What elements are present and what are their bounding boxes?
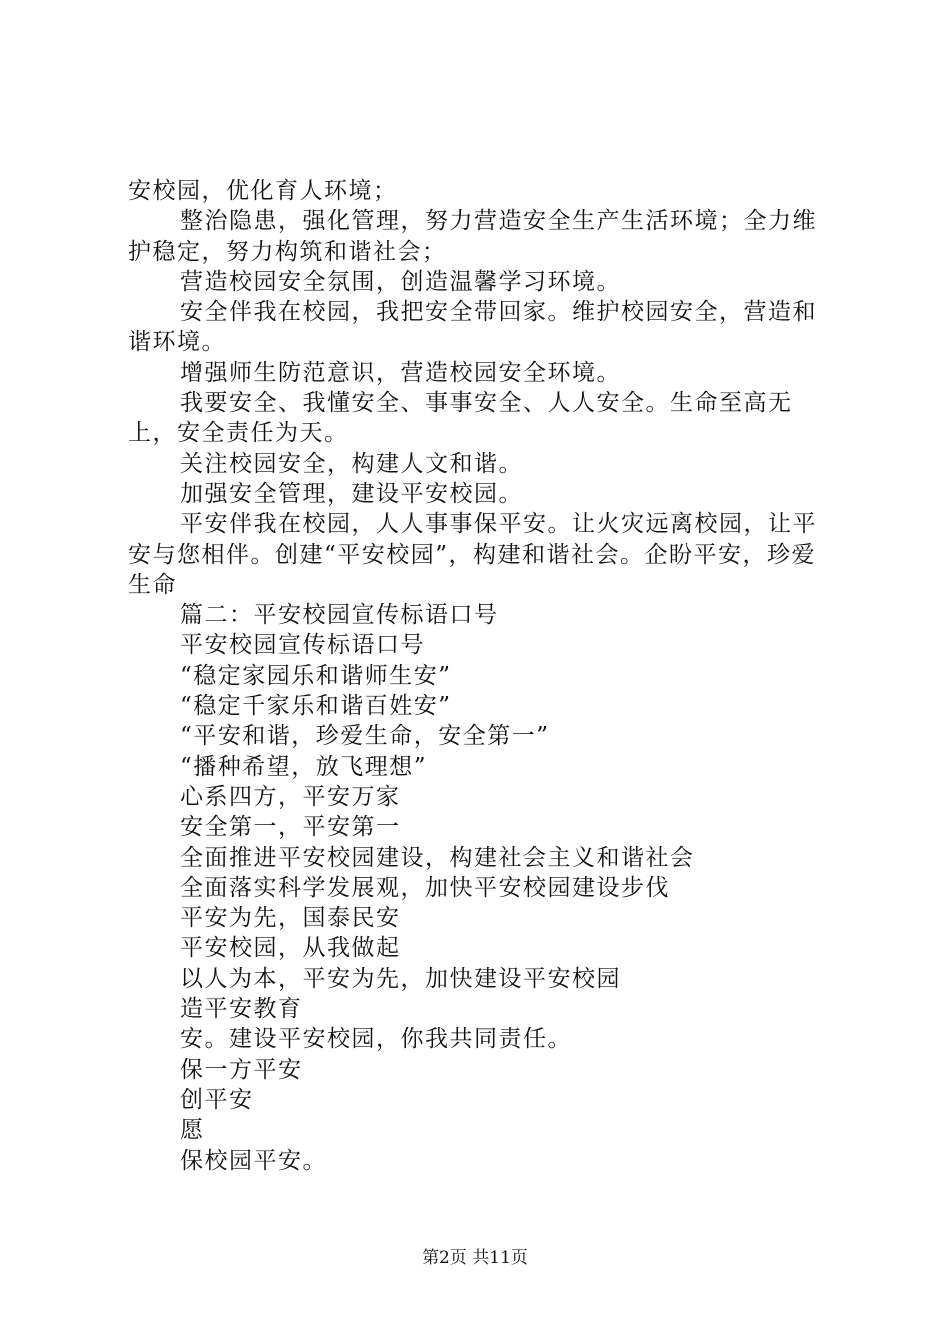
slogan-2: “稳定千家乐和谐百姓安” — [180, 693, 452, 720]
slogan-10: 平安校园，从我做起 — [180, 935, 401, 962]
slogan-9: 平安为先，国泰民安 — [180, 905, 401, 932]
slogan-4: “播种希望，放飞理想” — [180, 753, 428, 780]
paragraph-3: 营造校园安全氛围，创造温馨学习环境。 — [180, 268, 621, 295]
paragraph-7: 关注校园安全，构建人文和谐。 — [180, 450, 523, 477]
slogan-15: 创平安 — [180, 1086, 254, 1113]
paragraph-5: 增强师生防范意识，营造校园安全环境。 — [180, 359, 621, 386]
slogan-1: “稳定家园乐和谐师生安” — [180, 662, 452, 689]
paragraph-9: 平安伴我在校园，人人事事保平安。让火灾远离校园，让平安与您相伴。创建“平安校园”，构建和谐社会。企盼平安，珍爱生命 — [128, 511, 817, 598]
slogan-13: 安。建设平安校园，你我共同责任。 — [180, 1026, 572, 1053]
document-body — [128, 176, 838, 1176]
paragraph-1: 安校园，优化育人环境； — [128, 178, 398, 204]
slogan-16: 愿 — [180, 1117, 205, 1144]
slogan-3: “平安和谐，珍爱生命，安全第一” — [180, 723, 550, 750]
paragraph-2: 整治隐患，强化管理，努力营造安全生产生活环境；全力维护稳定，努力构筑和谐社会； — [128, 208, 817, 265]
section-heading: 篇二：平安校园宣传标语口号 — [180, 602, 499, 629]
paragraph-6: 我要安全、我懂安全、事事安全、人人安全。生命至高无上，安全责任为天。 — [128, 390, 793, 447]
slogan-8: 全面落实科学发展观，加快平安校园建设步伐 — [180, 874, 670, 901]
paragraph-8: 加强安全管理，建设平安校园。 — [180, 480, 523, 507]
slogan-17: 保校园平安。 — [180, 1147, 327, 1174]
slogan-7: 全面推进平安校园建设，构建社会主义和谐社会 — [180, 844, 695, 871]
slogan-14: 保一方平安 — [180, 1056, 303, 1083]
slogan-5: 心系四方，平安万家 — [180, 783, 401, 810]
paragraph-4: 安全伴我在校园，我把安全带回家。维护校园安全，营造和谐环境。 — [128, 299, 817, 356]
slogan-11: 以人为本，平安为先，加快建设平安校园 — [180, 965, 621, 992]
slogan-6: 安全第一，平安第一 — [180, 814, 401, 841]
slogan-12: 造平安教育 — [180, 996, 303, 1023]
section-subtitle: 平安校园宣传标语口号 — [180, 632, 425, 659]
page-footer: 第2页 共11页 — [422, 1248, 528, 1268]
